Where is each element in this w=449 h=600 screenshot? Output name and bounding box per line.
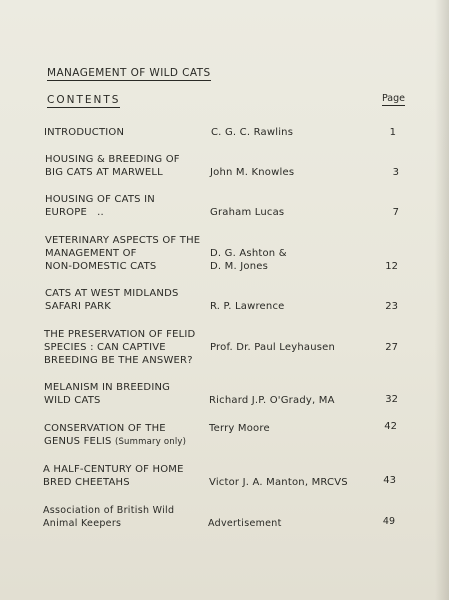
entry-title [45, 153, 205, 179]
entry-title [45, 287, 205, 313]
entry-title [44, 381, 204, 407]
entry-author [209, 476, 374, 489]
entry-author [209, 394, 374, 407]
entry-title-line: HOUSING & BREEDING OF [45, 154, 180, 165]
entry-author-line: Graham Lucas [210, 207, 285, 218]
entry-title-line: BIG CATS AT MARWELL [45, 167, 163, 178]
entry-title-line: Animal Keepers [43, 518, 122, 529]
entry-title [45, 193, 205, 219]
entry-title-line: CATS AT WEST MIDLANDS [45, 288, 179, 299]
entry-title-line: HOUSING OF CATS IN [45, 194, 155, 205]
entry-author [210, 341, 375, 354]
entry-page-number: 23 [385, 301, 398, 312]
entry-title [44, 126, 204, 139]
entry-author-line: D. G. Ashton & [210, 248, 287, 259]
entry-title-line: NON-DOMESTIC CATS [45, 261, 157, 272]
entry-title [45, 234, 205, 273]
entry-title [43, 504, 203, 530]
entry-author-line: Richard J.P. O'Grady, MA [209, 395, 335, 406]
entry-title-line: CONSERVATION OF THE [44, 423, 166, 434]
contents-label: CONTENTS [47, 94, 121, 106]
entry-title-line: BREEDING BE THE ANSWER? [44, 355, 193, 366]
entry-author [210, 247, 375, 273]
entry-title-line: SAFARI PARK [45, 301, 112, 312]
entry-title-line: VETERINARY ASPECTS OF THE [45, 235, 201, 246]
entry-title-line: MANAGEMENT OF [45, 248, 137, 259]
entry-page-number: 1 [389, 127, 396, 138]
entry-title-line [44, 435, 214, 449]
entry-author-line: D. M. Jones [210, 261, 269, 272]
document-heading: MANAGEMENT OF WILD CATS [47, 67, 211, 79]
entry-author [208, 517, 373, 530]
entry-page-number: 27 [385, 342, 398, 353]
entry-author [211, 126, 376, 139]
entry-author-line: C. G. C. Rawlins [211, 127, 294, 138]
entry-title-text: GENUS FELIS [44, 436, 112, 447]
entry-title [44, 422, 214, 449]
entry-title-line: Association of British Wild [43, 505, 175, 516]
entry-author [210, 166, 375, 179]
entry-title-line: SPECIES : CAN CAPTIVE [44, 342, 166, 353]
entry-title-line: THE PRESERVATION OF FELID [44, 329, 196, 340]
entry-page-number: 7 [392, 207, 399, 218]
entry-page-number: 49 [382, 516, 395, 527]
entry-author-line: John M. Knowles [210, 167, 295, 178]
page-column-label: Page [382, 93, 405, 104]
entry-title-line: INTRODUCTION [44, 127, 125, 138]
entry-author-line: Prof. Dr. Paul Leyhausen [210, 342, 336, 353]
entry-title-line: A HALF-CENTURY OF HOME [43, 464, 184, 475]
entry-page-number: 43 [383, 475, 396, 486]
entry-title [43, 463, 203, 489]
entry-author-line: Victor J. A. Manton, MRCVS [209, 477, 348, 488]
entry-title-line: EUROPE .. [45, 207, 104, 218]
entry-title-line: BRED CHEETAHS [43, 477, 130, 488]
entry-author-line: Terry Moore [209, 423, 270, 434]
entry-page-number: 3 [392, 167, 399, 178]
entry-author [209, 422, 374, 435]
entry-author [210, 206, 375, 219]
entry-title-line: WILD CATS [44, 395, 101, 406]
entry-title-line: MELANISM IN BREEDING [44, 382, 171, 393]
entry-author-line: Advertisement [208, 518, 282, 529]
entry-title-note: (Summary only) [114, 437, 187, 447]
entry-author [210, 300, 375, 313]
entry-page-number: 42 [384, 421, 397, 432]
entry-page-number: 12 [385, 261, 398, 272]
entry-author-line: R. P. Lawrence [210, 301, 285, 312]
entry-page-number: 32 [385, 394, 398, 405]
entry-title [44, 328, 204, 367]
